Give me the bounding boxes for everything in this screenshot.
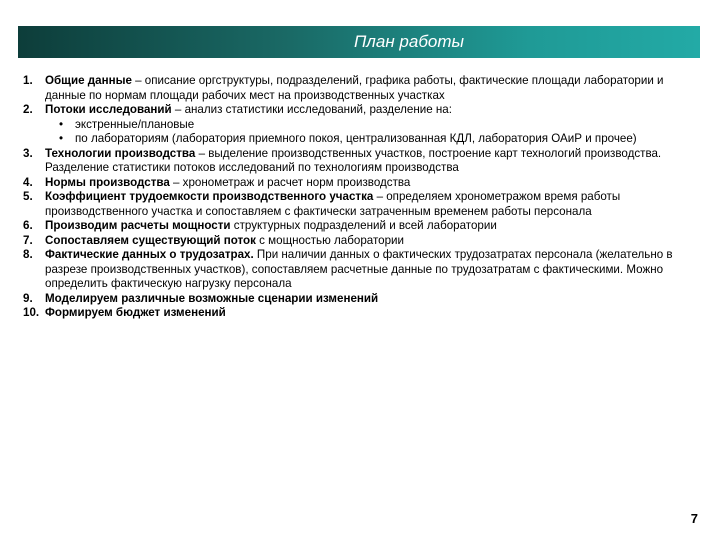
item-text: При наличии данных о фактических трудозатратах персонала (желательно в разрезе производственных участков), сопоставляем расчетные данные по трудозатратам с фактическими. Можно определить фактическую нагрузку персонала	[45, 248, 673, 290]
item-body	[45, 190, 695, 219]
item-body	[45, 234, 695, 249]
item-number: 9.	[23, 291, 33, 305]
item-number: 1.	[23, 74, 33, 87]
item-text: – хронометраж и расчет норм производства	[169, 175, 411, 189]
item-body	[45, 74, 695, 103]
item-number: 6.	[23, 219, 33, 232]
list-item-3	[23, 147, 695, 176]
item-number: 3.	[23, 146, 33, 160]
sub-item-2	[23, 132, 695, 147]
item-heading: Формируем бюджет изменений	[45, 306, 226, 319]
item-number: 10.	[23, 306, 40, 319]
list-item-6	[23, 219, 695, 234]
item-heading: Общие данные	[45, 74, 132, 87]
sub-item-text: экстренные/плановые	[75, 117, 195, 131]
item-number: 5.	[23, 190, 33, 203]
page-title: План работы	[353, 32, 465, 51]
item-number: 4.	[23, 175, 33, 189]
bullet-icon: •	[59, 132, 64, 145]
sub-item-1	[23, 118, 695, 133]
item-heading: Нормы производства	[45, 175, 170, 189]
list-item-10	[23, 306, 695, 321]
item-heading: Фактические данных о трудозатрах.	[45, 248, 254, 261]
list-item-9	[23, 292, 695, 307]
item-number: 7.	[23, 233, 33, 247]
item-body	[45, 147, 695, 176]
item-body	[45, 176, 695, 191]
item-text: структурных подразделений и всей лаборатории	[230, 219, 497, 232]
item-number: 2.	[23, 103, 33, 116]
item-body	[45, 292, 695, 307]
work-plan-list	[23, 74, 695, 321]
item-heading: Потоки исследований	[45, 103, 172, 116]
item-text: – выделение производственных участков, построение карт технологий производства. Разделение статистики потоков исследований по технологиям производства	[45, 146, 662, 174]
item-text: с мощностью лаборатории	[255, 233, 404, 247]
bullet-icon: •	[59, 117, 64, 131]
item-body	[45, 306, 695, 321]
item-heading: Моделируем различные возможные сценарии изменений	[45, 291, 379, 305]
list-item-7	[23, 234, 695, 249]
sub-item-text: по лабораториям (лаборатория приемного покоя, централизованная КДЛ, лаборатория ОАиР и прочее)	[75, 132, 637, 145]
item-body	[45, 219, 695, 234]
item-heading: Производим расчеты мощности	[45, 219, 231, 232]
list-item-1	[23, 74, 695, 103]
item-heading: Технологии производства	[45, 146, 196, 160]
item-heading: Коэффициент трудоемкости производственного участка	[45, 190, 374, 203]
list-item-2	[23, 103, 695, 118]
item-text: – описание оргструктуры, подразделений, графика работы, фактические площади лаборатории и данные по нормам площади рабочих мест на производственных участках	[45, 74, 664, 102]
item-text: – определяем хронометражом время работы производственного участка и сопоставляем с фактически затраченным временем работы персонала	[45, 190, 621, 218]
item-body	[45, 103, 695, 118]
list-item-4	[23, 176, 695, 191]
list-item-8	[23, 248, 695, 292]
title-bar	[18, 26, 700, 58]
page-number: 7	[690, 511, 698, 526]
list-item-5	[23, 190, 695, 219]
item-body	[45, 248, 695, 292]
item-heading: Сопоставляем существующий поток	[45, 233, 256, 247]
item-text: – анализ статистики исследований, разделение на:	[171, 103, 452, 116]
item-number: 8.	[23, 248, 33, 261]
